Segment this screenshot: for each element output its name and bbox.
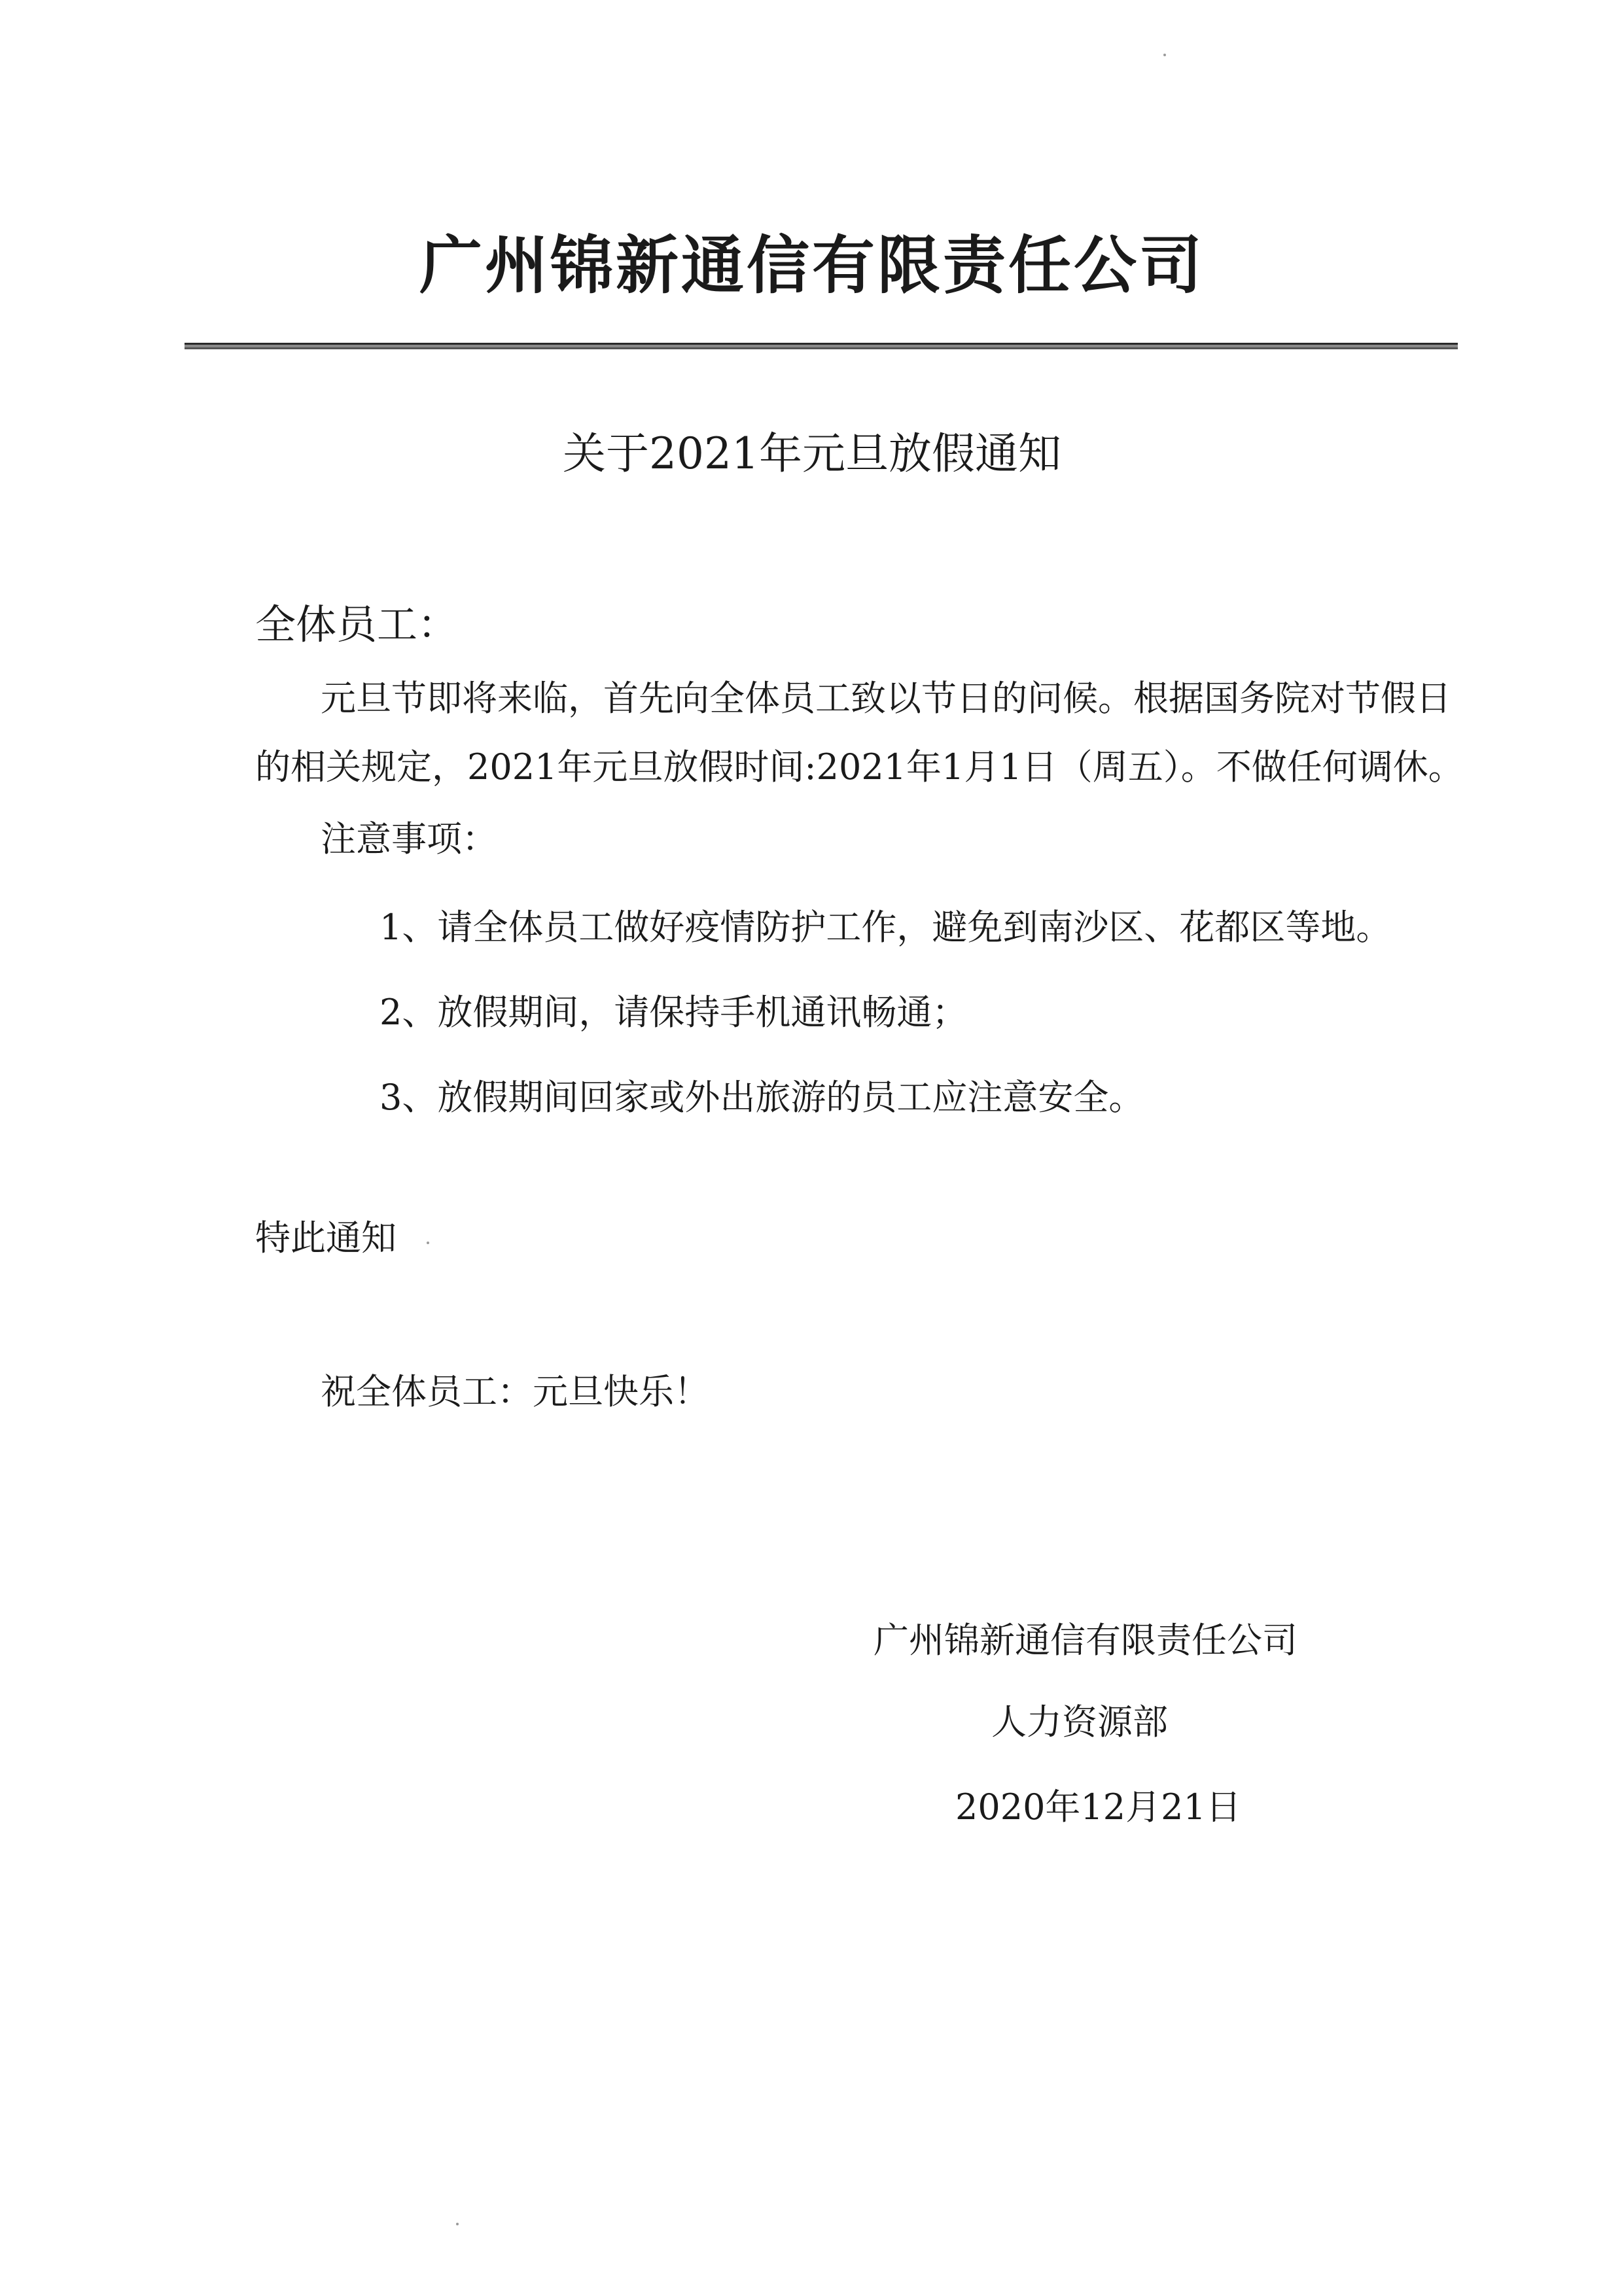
notice-title: 关于2021年元旦放假通知: [563, 428, 1061, 479]
scan-speck: [1163, 54, 1166, 56]
note-item: 3、放假期间回家或外出旅游的员工应注意安全。: [380, 1077, 1144, 1118]
scan-speck: [456, 2223, 459, 2225]
note-item: 1、请全体员工做好疫情防护工作，避免到南沙区、花都区等地。: [380, 907, 1392, 948]
wishes-text: 祝全体员工：元旦快乐！: [321, 1371, 709, 1412]
closing-text: 特此通知: [255, 1217, 397, 1259]
paragraph-line-1: 元旦节即将来临，首先向全体员工致以节日的问候。根据国务院对节假日: [321, 678, 1451, 719]
signature-department: 人力资源部: [991, 1701, 1168, 1743]
salutation: 全体员工：: [255, 600, 459, 648]
note-item: 2、放假期间，请保持手机通讯畅通；: [380, 992, 968, 1033]
company-title: 广州锦新通信有限责任公司: [419, 229, 1205, 302]
scan-speck: [427, 1242, 429, 1244]
signature-company: 广州锦新通信有限责任公司: [874, 1620, 1297, 1661]
paragraph-line-2: 的相关规定，2021年元旦放假时间:2021年1月1日（周五）。不做任何调休。: [255, 746, 1464, 788]
signature-date: 2020年12月21日: [955, 1786, 1241, 1828]
notes-heading: 注意事项：: [321, 818, 497, 860]
header-rule: [185, 343, 1458, 349]
